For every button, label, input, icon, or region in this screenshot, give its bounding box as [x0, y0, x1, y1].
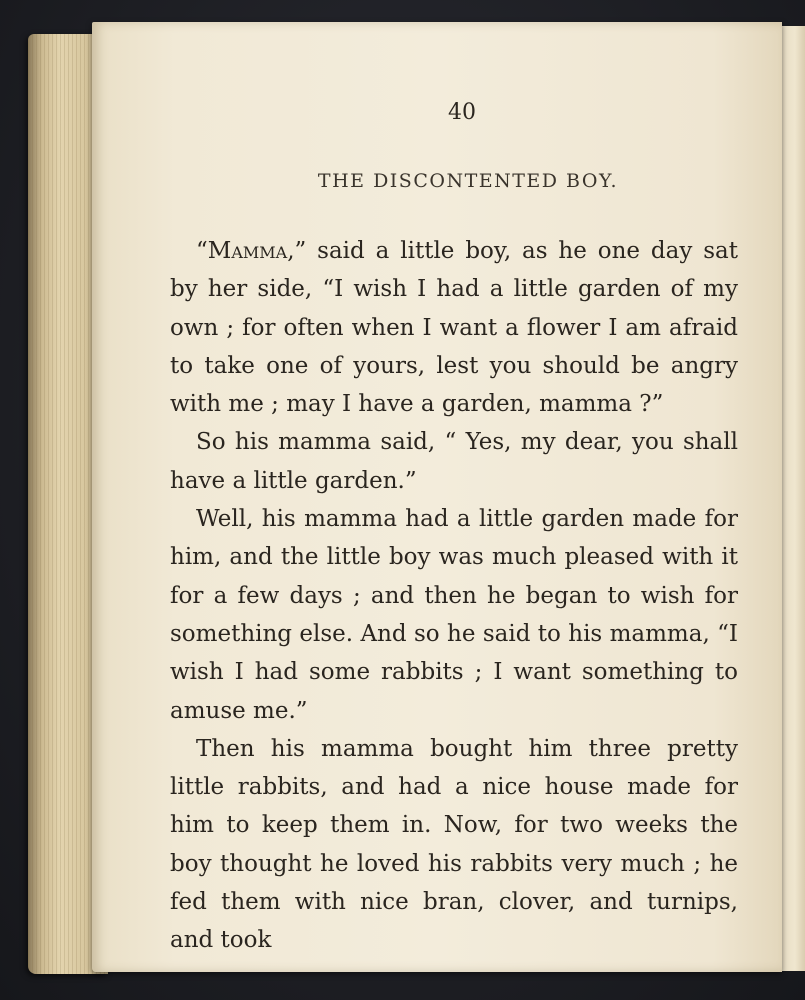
- paragraph-1: [170, 232, 738, 423]
- chapter-title: THE DISCONTENTED BOY.: [317, 170, 619, 192]
- paragraph-2: So his mamma said, “ Yes, my dear, you shall have a little garden.”: [170, 429, 738, 494]
- opening-word: Mamma,: [207, 238, 295, 264]
- paragraph-1-text: ” said a little boy, as he one day sat by her side, “I wish I had a little garden of my own ; for often when I want a flower I am afraid to take one of yours, lest you should be angry with me ; may I have a garden, mamma ?”: [170, 238, 738, 418]
- page-number: 40: [448, 100, 476, 125]
- paragraph-3: Well, his mamma had a little garden made for him, and the little boy was much pleased with it for a few days ; and then he began to wish for something else. And so he said to his mamma, “I wish I had some rabbits ; I want something to amuse me.”: [170, 506, 738, 724]
- paragraph-4: Then his mamma bought him three pretty little rabbits, and had a nice house made for him to keep them in. Now, for two weeks the boy thought he loved his rabbits very much ; he fed them with nice bran, clover, and turnips, and took: [170, 735, 738, 954]
- body-text: [170, 232, 738, 960]
- opening-quote: “: [196, 238, 208, 264]
- facing-page-edge: [780, 26, 805, 971]
- book-page: [92, 22, 782, 972]
